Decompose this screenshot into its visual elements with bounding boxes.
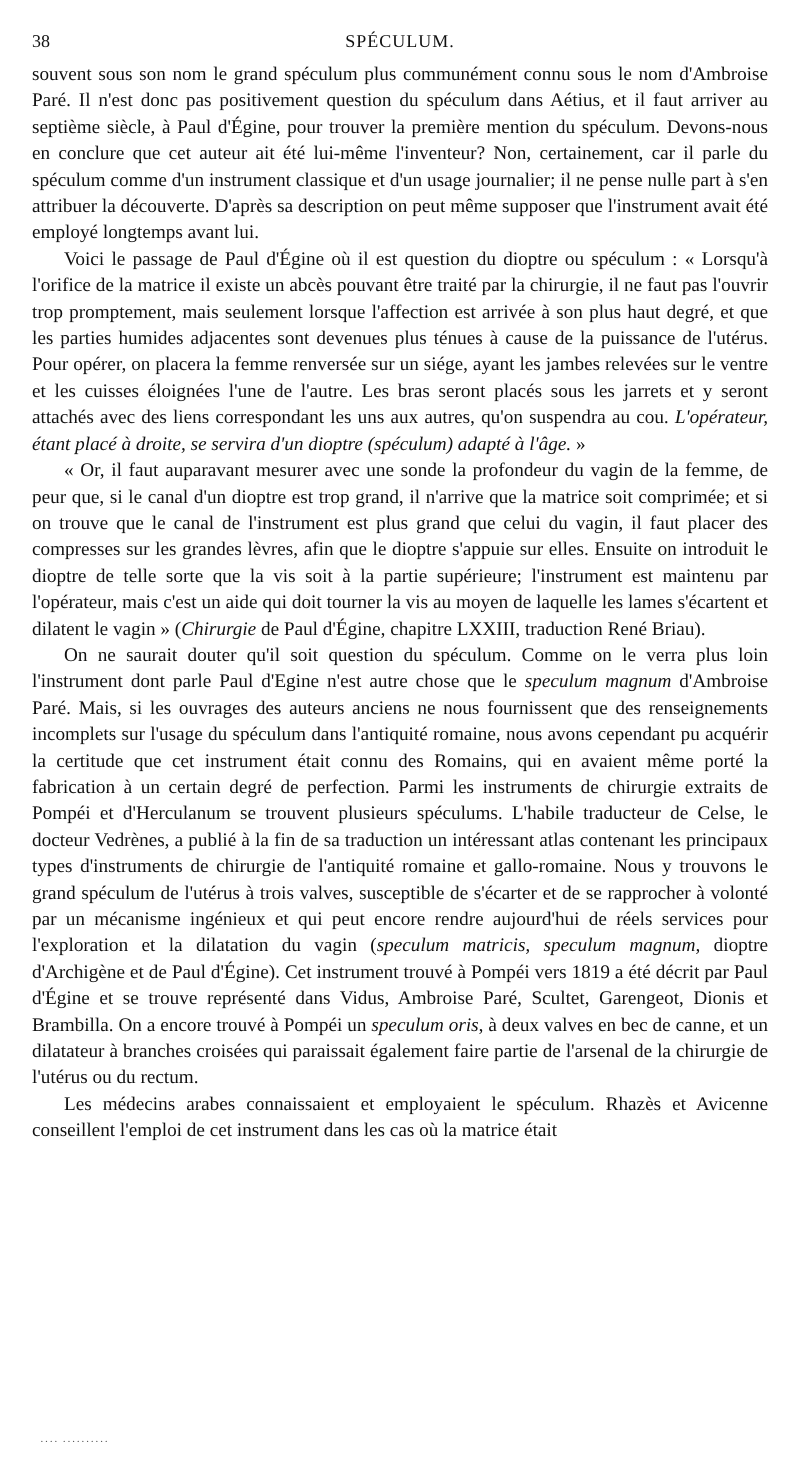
italic-text: speculum magnum xyxy=(524,671,672,693)
text-run: de Paul d'Égine, chapitre LXXIII, traduction René Briau). xyxy=(256,618,706,640)
paragraph xyxy=(32,643,768,1092)
paragraph xyxy=(32,458,768,643)
document-page xyxy=(32,28,768,1145)
text-run: Voici le passage de Paul d'Égine où il est question du dioptre ou spéculum : « Lorsqu'à l'orifice de la matrice il existe un abcès pouvant être traité par la chirurgie, il ne faut pas l'ouvrir trop promptement, mais seulement lorsque l'affection est arrivée à son plus haut degré, et que les parties humides adjacentes sont devenues plus ténues à cause de la puissance de l'utérus. Pour opérer, on placera la femme renversée sur un siége, ayant les jambes relevées sur le ventre et les cuisses éloignées l'une de l'autre. Les bras seront placés sous les jarrets et y seront attachés avec des liens correspondant les uns aux autres, qu'on suspendra au cou. xyxy=(32,248,768,429)
paragraph xyxy=(32,247,768,458)
text-run: On ne saurait douter qu'il soit question du spéculum. Comme on le verra plus loin l'instrument dont parle Paul d'Egine n'est autre chose que le xyxy=(32,644,768,693)
italic-text: speculum oris xyxy=(371,1014,479,1036)
page-header xyxy=(32,28,768,54)
paragraph xyxy=(32,62,768,247)
text-run: , à deux valves en bec de canne, et un dilatateur à branches croisées qui paraissait également faire partie de l'arsenal de la chirurgie de l'utérus ou du rectum. xyxy=(32,1014,769,1089)
running-title: SPÉCULUM. xyxy=(345,31,455,51)
body-text xyxy=(32,62,768,1145)
text-run: » xyxy=(571,433,586,455)
page-number: 38 xyxy=(32,31,50,51)
text-run: souvent sous son nom le grand spéculum plus communément connu sous le nom d'Ambroise Paré. Il n'est donc pas positivement question du spéculum dans Aétius, et il faut arriver au septième siècle, à Paul d'Égine, pour trouver la première mention du spéculum. Devons-nous en conclure que cet auteur ait été lui-même l'inventeur? Non, certainement, car il parle du spéculum comme d'un instrument classique et d'un usage journalier; il ne pense nulle part à s'en attribuer la découverte. D'après sa description on peut même supposer que l'instrument avait été employé longtemps avant lui. xyxy=(32,64,768,244)
text-run: dioptre d'Archigène et de Paul d'Égine). Cet instrument trouvé à Pompéi vers 1819 a été décrit par Paul d'Égine et se trouve représenté dans Vidus, Ambroise Paré, Scultet, Garengeot, Dionis et Brambilla. On a encore trouvé à Pompéi un xyxy=(32,935,768,1036)
italic-text: speculum matricis, speculum magnum, xyxy=(376,935,701,957)
text-run: d'Ambroise Paré. Mais, si les ouvrages des auteurs anciens ne nous fournissent que des renseignements incomplets sur l'usage du spéculum dans l'antiquité romaine, nous avons cependant pu acquérir la certitude que cet instrument était connu des Romains, qui en avaient même porté la fabrication à un certain degré de perfection. Parmi les instruments de chirurgie extraits de Pompéi et d'Herculanum se trouvent plusieurs spéculums. L'habile traducteur de Celse, le docteur Vedrènes, a publié à la fin de sa traduction un intéressant atlas contenant les principaux types d'instruments de chirurgie de l'antiquité romaine et gallo-romaine. Nous y trouvons le grand spéculum de l'utérus à trois valves, susceptible de s'écarter et de se rapprocher à volonté par un mécanisme ingénieux et qui peut encore rendre aujourd'hui de réels services pour l'exploration et la dilatation du vagin ( xyxy=(32,671,769,957)
italic-text: L'opérateur, étant placé à droite, se servira d'un dioptre (spéculum) adapté à l'âge. xyxy=(32,407,768,455)
footer-mark: ···· ·········· xyxy=(40,1436,110,1448)
italic-text: Chirurgie xyxy=(181,618,257,640)
text-run: « Or, il faut auparavant mesurer avec une sonde la profondeur du vagin de la femme, de peur que, si le canal d'un dioptre est trop grand, il n'arrive que la matrice soit comprimée; et si on trouve que le canal de l'instrument est plus grand que celui du vagin, il faut placer des compresses sur les grandes lèvres, afin que le dioptre s'appuie sur elles. Ensuite on introduit le dioptre de telle sorte que la vis soit à la partie supérieure; l'instrument est maintenu par l'opérateur, mais c'est un aide qui doit tourner la vis au moyen de laquelle les lames s'écartent et dilatent le vagin » ( xyxy=(32,460,768,640)
paragraph xyxy=(32,1092,768,1145)
text-run: Les médecins arabes connaissaient et employaient le spéculum. Rhazès et Avicenne conseillent l'emploi de cet instrument dans les cas où la matrice était xyxy=(32,1093,768,1142)
